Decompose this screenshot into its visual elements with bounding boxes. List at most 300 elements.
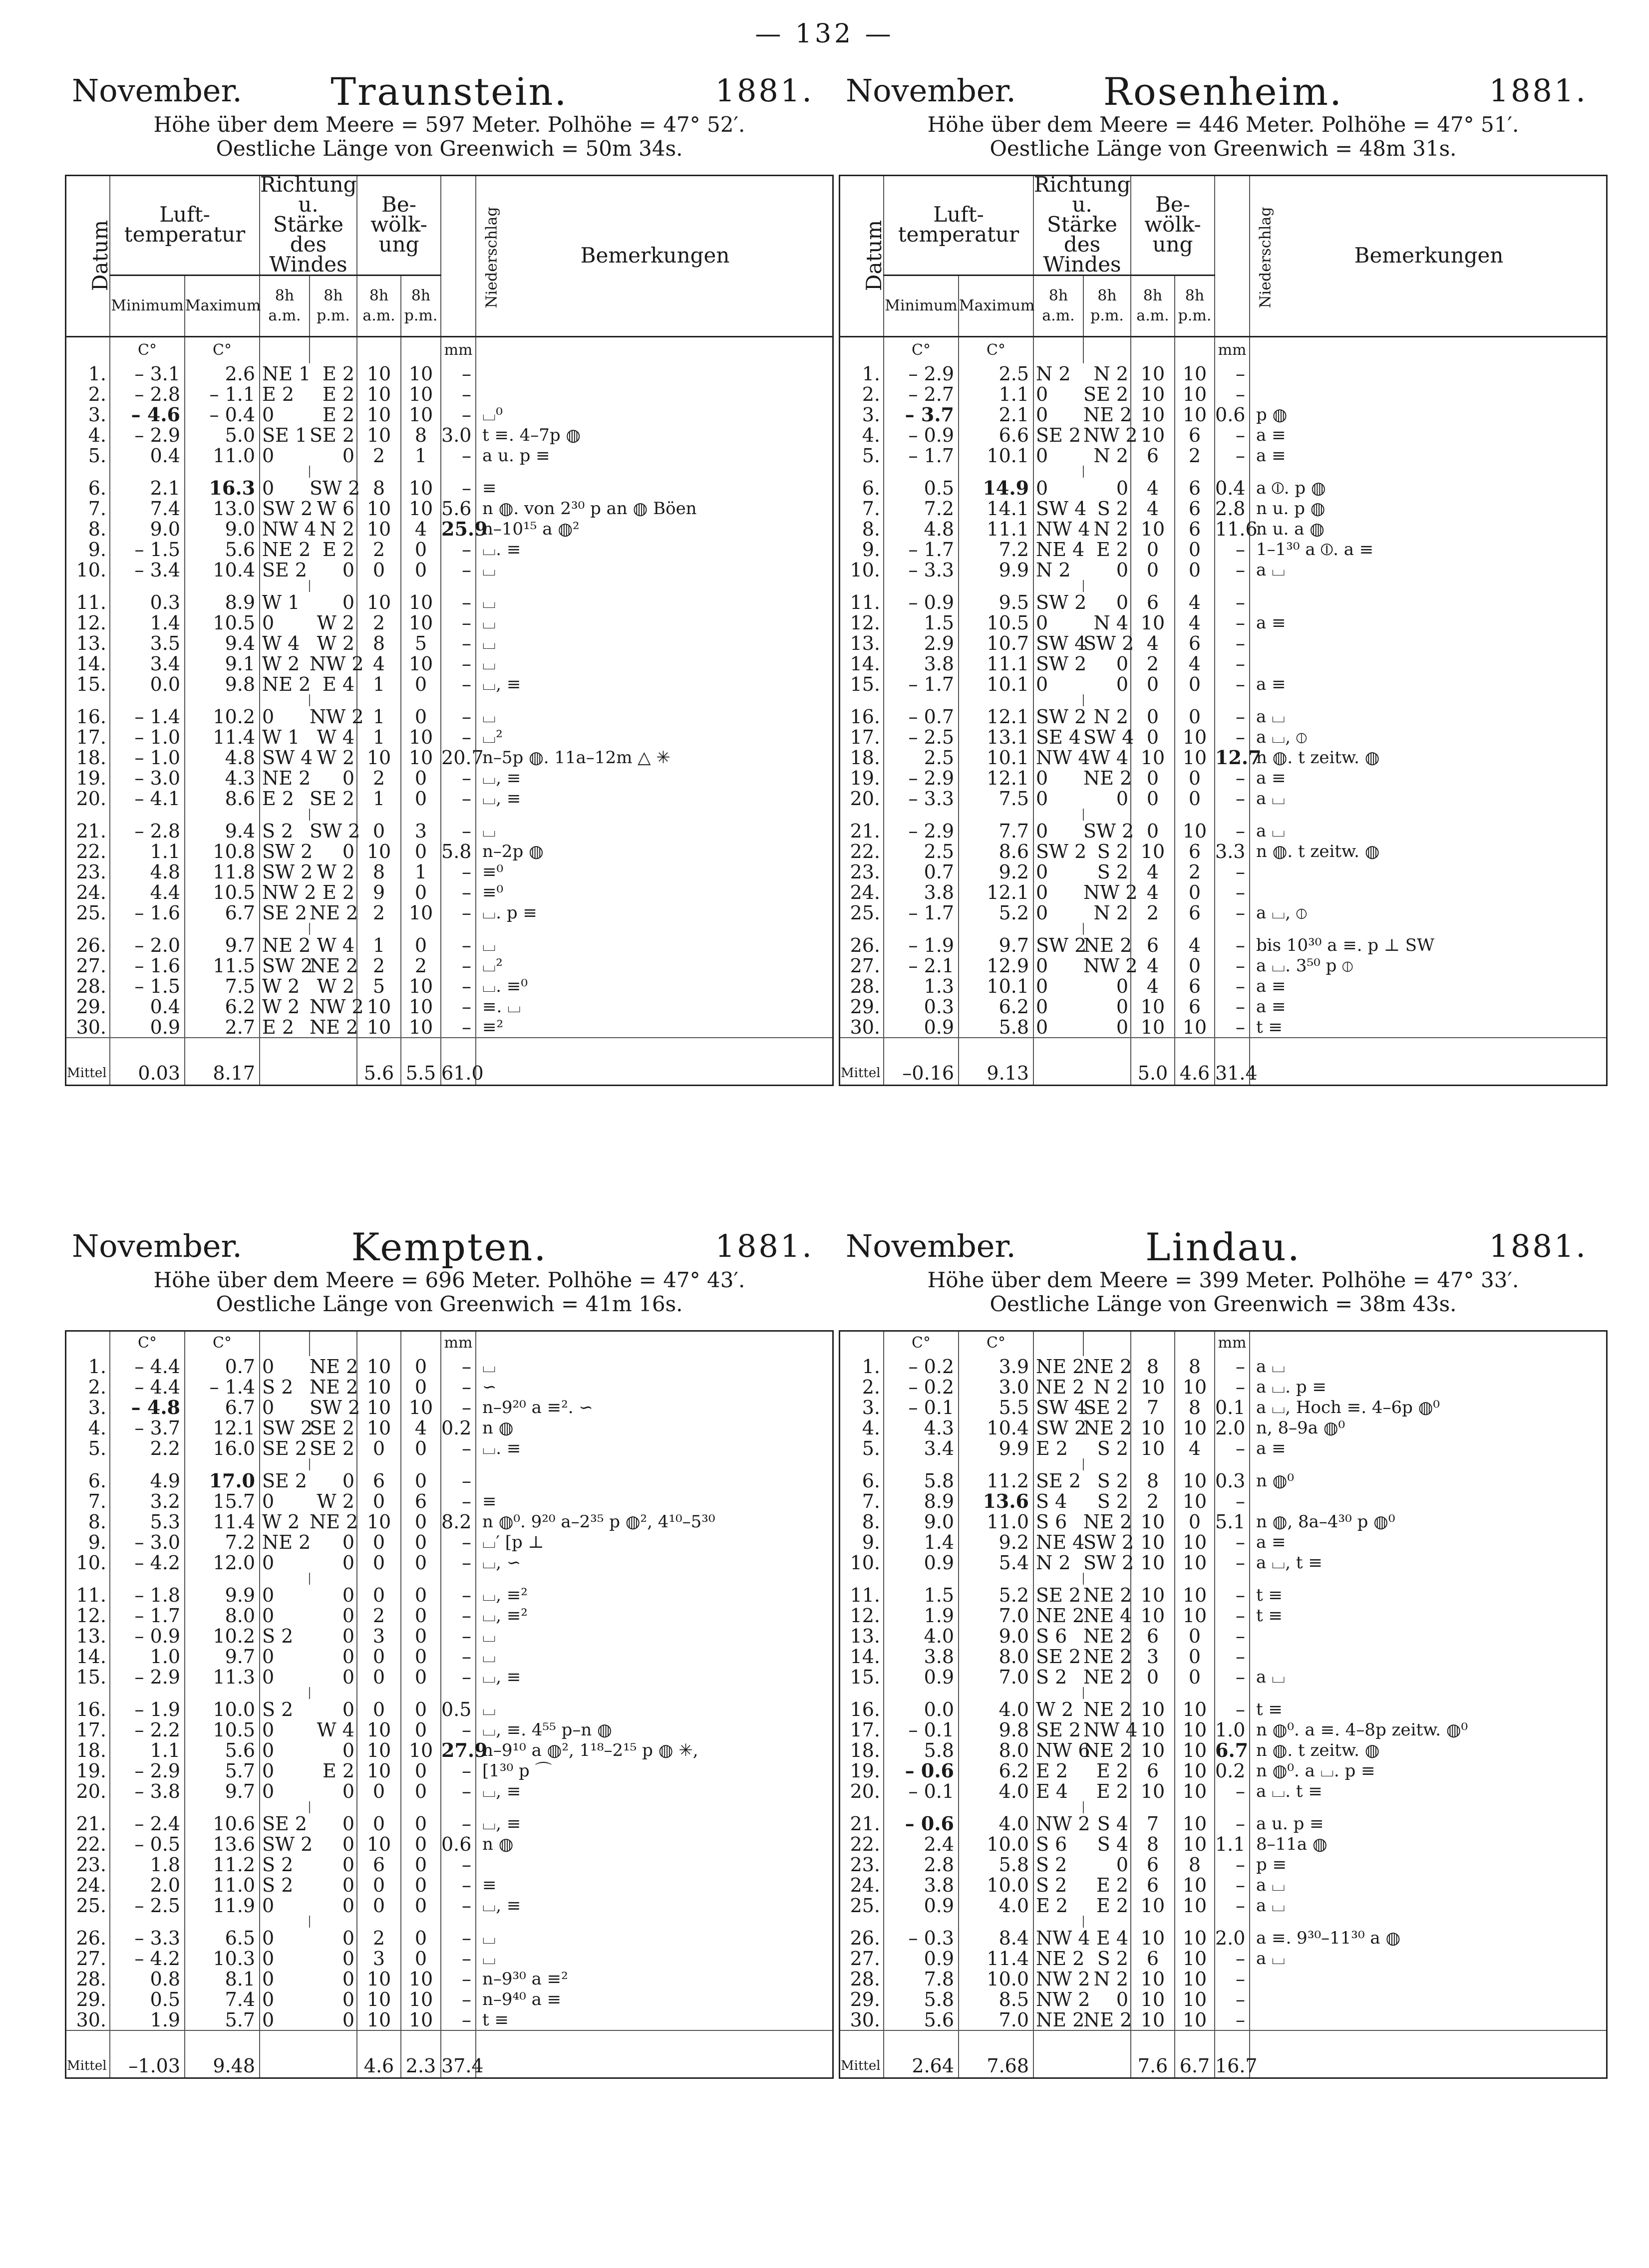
cell-clouds-pm: 0 xyxy=(401,1377,441,1397)
mittel-precip: 31.4 xyxy=(1215,1038,1250,1086)
cell-wind-pm: S 2 xyxy=(1083,841,1131,861)
cell-max-temp: 12.1 xyxy=(959,768,1033,788)
cell-remarks: a ≡ xyxy=(1256,976,1286,996)
station-name: Kempten. xyxy=(351,1225,548,1269)
cell-wind-am: SW 2 xyxy=(1036,1417,1087,1439)
cell-wind-am: SW 2 xyxy=(1036,652,1087,675)
cell-datum: 11. xyxy=(839,592,884,612)
cell-min-temp: 0.7 xyxy=(884,861,959,882)
cell-precip: 0.4 xyxy=(1215,478,1250,498)
cell-wind-am: 0 xyxy=(1036,901,1048,924)
cell-wind-pm: 0 xyxy=(310,768,357,788)
cell-wind-am: S 6 xyxy=(1036,1625,1067,1647)
cell-clouds-am: 10 xyxy=(1131,2009,1175,2030)
page-number: — 132 — xyxy=(755,19,894,49)
cell-clouds-am: 2 xyxy=(357,445,401,466)
cell-wind-pm: NE 2 xyxy=(310,1510,358,1533)
cell-wind-pm: NE 2 xyxy=(1083,403,1132,426)
cell-max-temp: 9.9 xyxy=(185,1585,260,1605)
cell-remarks: n ◍⁰. a ≡. 4–8p zeitw. ◍⁰ xyxy=(1256,1719,1468,1740)
cell-max-temp: 8.6 xyxy=(959,841,1033,861)
cell-wind-pm: 0 xyxy=(1083,560,1131,580)
cell-max-temp: 4.0 xyxy=(959,1813,1033,1834)
cell-clouds-pm: 10 xyxy=(1175,1760,1215,1781)
cell-remarks: a ⌴ xyxy=(1256,560,1286,580)
cell-max-temp: – 1.1 xyxy=(185,384,260,404)
cell-datum: 1. xyxy=(839,363,884,384)
cell-clouds-pm: 10 xyxy=(1175,1875,1215,1895)
cell-clouds-am: 10 xyxy=(1131,519,1175,539)
cell-clouds-am: 2 xyxy=(357,902,401,923)
cell-clouds-am: 10 xyxy=(1131,1438,1175,1458)
cell-clouds-pm: 0 xyxy=(1175,1626,1215,1646)
cell-min-temp: 1.9 xyxy=(110,2009,185,2030)
cell-wind-am: SW 2 xyxy=(1036,934,1087,956)
cell-min-temp: – 2.9 xyxy=(884,363,959,384)
cell-clouds-am: 6 xyxy=(1131,1760,1175,1781)
cell-clouds-am: 10 xyxy=(357,1834,401,1854)
cell-wind-pm: W 2 xyxy=(310,612,357,633)
cell-clouds-am: 10 xyxy=(1131,612,1175,633)
cell-wind-pm: SW 2 xyxy=(1083,632,1134,654)
cell-clouds-am: 6 xyxy=(357,1470,401,1491)
cell-clouds-pm: 1 xyxy=(401,861,441,882)
cell-wind-am: SW 2 xyxy=(262,1833,313,1855)
cell-precip: 6.7 xyxy=(1215,1740,1250,1760)
cell-max-temp: 11.3 xyxy=(185,1667,260,1687)
cell-clouds-am: 2 xyxy=(1131,902,1175,923)
cell-remarks: n–5p ◍. 11a–12m △ ✳ xyxy=(482,747,670,768)
mittel-max: 9.13 xyxy=(959,1038,1033,1086)
cell-precip: – xyxy=(441,1552,476,1573)
station-longitude-line: Oestliche Länge von Greenwich = 50m 34s. xyxy=(216,136,683,161)
cell-remarks: t ≡. 4–7p ◍ xyxy=(482,425,581,445)
cell-precip: 0.2 xyxy=(1215,1760,1250,1781)
cell-datum: 22. xyxy=(839,841,884,861)
cell-precip: – xyxy=(441,384,476,404)
cell-remarks: 8–11a ◍ xyxy=(1256,1834,1327,1854)
cell-min-temp: 1.9 xyxy=(884,1605,959,1626)
cell-min-temp: 5.6 xyxy=(884,2009,959,2030)
cell-min-temp: 2.2 xyxy=(110,1438,185,1458)
cell-wind-pm: SE 2 xyxy=(310,425,357,445)
cell-clouds-pm: 4 xyxy=(1175,653,1215,674)
cell-wind-pm: NE 2 xyxy=(1083,1666,1132,1688)
cell-wind-am: 0 xyxy=(262,1968,275,1990)
cell-wind-am: NE 2 xyxy=(262,1531,311,1553)
cell-remarks: a ≡ xyxy=(1256,996,1286,1017)
cell-max-temp: 8.5 xyxy=(959,1989,1033,2009)
cell-wind-pm: 0 xyxy=(310,1532,357,1552)
cell-precip: 1.0 xyxy=(1215,1719,1250,1740)
cell-clouds-am: 4 xyxy=(1131,478,1175,498)
cell-wind-pm: E 2 xyxy=(1083,1781,1131,1801)
cell-precip: 0.5 xyxy=(441,1699,476,1719)
cell-max-temp: 12.1 xyxy=(959,706,1033,727)
cell-datum: 26. xyxy=(65,935,110,955)
cell-max-temp: 16.0 xyxy=(185,1438,260,1458)
cell-max-temp: 2.7 xyxy=(185,1017,260,1038)
mittel-label: Mittel xyxy=(65,2030,110,2079)
cell-max-temp: 10.7 xyxy=(959,633,1033,653)
cell-max-temp: 6.5 xyxy=(185,1928,260,1948)
cell-wind-am: SE 2 xyxy=(1036,1718,1081,1741)
cell-max-temp: 11.8 xyxy=(185,861,260,882)
cell-clouds-pm: 10 xyxy=(1175,1552,1215,1573)
cell-min-temp: – 1.7 xyxy=(884,445,959,466)
cell-remarks: ⌴ xyxy=(482,706,496,727)
cell-max-temp: 5.7 xyxy=(185,2009,260,2030)
cell-datum: 30. xyxy=(839,2009,884,2030)
cell-remarks: a ≡ xyxy=(1256,445,1286,466)
cell-wind-am: W 2 xyxy=(262,975,300,997)
cell-clouds-am: 1 xyxy=(357,727,401,747)
cell-wind-am: E 2 xyxy=(1036,1759,1068,1782)
cell-clouds-pm: 0 xyxy=(1175,768,1215,788)
cell-min-temp: – 3.7 xyxy=(110,1418,185,1438)
cell-datum: 12. xyxy=(65,1605,110,1626)
cell-clouds-am: 10 xyxy=(357,363,401,384)
cell-precip: – xyxy=(1215,1781,1250,1801)
cell-remarks: a ≡ xyxy=(1256,612,1286,633)
cell-clouds-am: 8 xyxy=(1131,1470,1175,1491)
cell-precip: – xyxy=(441,560,476,580)
cell-min-temp: 3.4 xyxy=(884,1438,959,1458)
cell-clouds-pm: 0 xyxy=(1175,539,1215,560)
cell-min-temp: – 2.9 xyxy=(884,821,959,841)
cell-remarks: a ⦶. p ◍ xyxy=(1256,478,1326,498)
cell-remarks: n ◍. t zeitw. ◍ xyxy=(1256,841,1380,861)
station-header xyxy=(65,69,834,177)
unit-cell: C° xyxy=(884,1330,959,1356)
cell-wind-am: SE 2 xyxy=(262,901,308,924)
cell-clouds-am: 0 xyxy=(357,821,401,841)
cell-precip: 27.9 xyxy=(441,1738,488,1761)
cell-precip: – xyxy=(1215,363,1250,384)
cell-clouds-pm: 0 xyxy=(1175,706,1215,727)
cell-clouds-am: 0 xyxy=(1131,706,1175,727)
cell-wind-am: 0 xyxy=(262,1604,275,1627)
cell-clouds-pm: 8 xyxy=(401,425,441,445)
cell-clouds-pm: 10 xyxy=(401,902,441,923)
station-longitude-line: Oestliche Länge von Greenwich = 48m 31s. xyxy=(989,136,1457,161)
cell-max-temp: 9.4 xyxy=(185,821,260,841)
cell-wind-am: SW 4 xyxy=(262,746,313,769)
cell-precip: 0.2 xyxy=(441,1418,476,1438)
cell-min-temp: – 2.8 xyxy=(110,821,185,841)
cell-wind-pm: W 2 xyxy=(310,633,357,653)
cell-clouds-am: 10 xyxy=(357,1377,401,1397)
cell-precip: – xyxy=(441,1667,476,1687)
cell-min-temp: – 0.1 xyxy=(884,1719,959,1740)
cell-min-temp: 0.4 xyxy=(110,445,185,466)
cell-wind-pm: NE 2 xyxy=(1083,1739,1132,1761)
cell-min-temp: – 4.2 xyxy=(110,1552,185,1573)
cell-datum: 18. xyxy=(65,1740,110,1760)
cell-datum: 18. xyxy=(839,747,884,768)
cell-min-temp: 1.5 xyxy=(884,1585,959,1605)
cell-precip: – xyxy=(1215,1667,1250,1687)
cell-clouds-pm: 6 xyxy=(1175,498,1215,519)
cell-wind-am: S 2 xyxy=(262,1853,294,1876)
cell-wind-pm: S 4 xyxy=(1083,1813,1131,1834)
cell-clouds-am: 1 xyxy=(357,788,401,809)
cell-wind-am: S 2 xyxy=(262,1625,294,1647)
cell-datum: 29. xyxy=(839,1989,884,2009)
cell-clouds-am: 0 xyxy=(357,1781,401,1801)
cell-min-temp: – 3.0 xyxy=(110,768,185,788)
cell-datum: 25. xyxy=(65,902,110,923)
cell-clouds-pm: 4 xyxy=(401,519,441,539)
cell-clouds-pm: 10 xyxy=(1175,1969,1215,1989)
cell-max-temp: 11.2 xyxy=(959,1470,1033,1491)
cell-remarks: a ⌴, t ≡ xyxy=(1256,1552,1322,1573)
cell-precip: – xyxy=(441,1813,476,1834)
cell-wind-pm: N 2 xyxy=(310,519,357,539)
cell-wind-pm: 0 xyxy=(310,1875,357,1895)
cell-clouds-am: 6 xyxy=(1131,935,1175,955)
cell-clouds-pm: 10 xyxy=(401,1397,441,1418)
cell-remarks: a ⌴ xyxy=(1256,1875,1286,1895)
cell-precip: – xyxy=(441,821,476,841)
cell-min-temp: – 1.0 xyxy=(110,727,185,747)
cell-max-temp: 10.1 xyxy=(959,445,1033,466)
cell-max-temp: 17.0 xyxy=(185,1470,260,1491)
cell-min-temp: 1.4 xyxy=(884,1532,959,1552)
cell-clouds-am: 4 xyxy=(1131,498,1175,519)
cell-wind-am: W 2 xyxy=(262,1510,300,1533)
cell-wind-am: 0 xyxy=(262,1355,275,1378)
cell-precip: – xyxy=(441,1875,476,1895)
cell-max-temp: 9.0 xyxy=(959,1626,1033,1646)
cell-min-temp: 3.5 xyxy=(110,633,185,653)
cell-precip: – xyxy=(441,612,476,633)
cell-datum: 23. xyxy=(839,861,884,882)
header-niederschlag-label: Niederschlag xyxy=(1257,206,1275,308)
cell-datum: 17. xyxy=(839,1719,884,1740)
cell-wind-pm: NE 2 xyxy=(1083,1625,1132,1647)
cell-min-temp: – 3.7 xyxy=(884,404,959,425)
cell-datum: 5. xyxy=(65,1438,110,1458)
unit-cell: mm xyxy=(1215,337,1250,364)
cell-datum: 25. xyxy=(65,1895,110,1916)
cell-datum: 26. xyxy=(839,935,884,955)
cell-clouds-pm: 10 xyxy=(1175,1813,1215,1834)
cell-wind-pm: W 2 xyxy=(310,861,357,882)
cell-datum: 1. xyxy=(65,363,110,384)
cell-min-temp: – 1.4 xyxy=(110,706,185,727)
cell-min-temp: 0.3 xyxy=(884,996,959,1017)
cell-wind-pm: W 4 xyxy=(310,935,357,955)
cell-wind-pm: 0 xyxy=(1083,674,1131,694)
cell-precip: 11.6 xyxy=(1215,518,1258,540)
cell-wind-am: SW 4 xyxy=(1036,1396,1087,1418)
cell-clouds-am: 2 xyxy=(357,955,401,976)
cell-max-temp: 5.8 xyxy=(959,1854,1033,1875)
cell-max-temp: 6.2 xyxy=(959,1760,1033,1781)
mittel-clouds-pm: 6.7 xyxy=(1175,2030,1215,2079)
cell-wind-pm: 0 xyxy=(310,1989,357,2009)
cell-clouds-am: 10 xyxy=(1131,1699,1175,1719)
cell-remarks: a ⌴ xyxy=(1256,1948,1286,1969)
unit-cell: C° xyxy=(959,337,1033,364)
cell-remarks: n ◍ xyxy=(482,1834,514,1854)
station-longitude-line: Oestliche Länge von Greenwich = 38m 43s. xyxy=(989,1292,1457,1316)
cell-max-temp: 9.9 xyxy=(959,560,1033,580)
cell-max-temp: 11.5 xyxy=(185,955,260,976)
cell-clouds-am: 7 xyxy=(1131,1813,1175,1834)
cell-remarks: n u. p ◍ xyxy=(1256,498,1325,519)
cell-clouds-pm: 10 xyxy=(1175,2009,1215,2030)
cell-max-temp: 8.4 xyxy=(959,1928,1033,1948)
cell-wind-am: NE 2 xyxy=(262,934,311,956)
cell-precip: – xyxy=(1215,1605,1250,1626)
cell-wind-pm: 0 xyxy=(310,1552,357,1573)
header-bemerkungen: Bemerkungen xyxy=(1250,175,1608,337)
cell-precip: – xyxy=(1215,1699,1250,1719)
unit-cell: C° xyxy=(185,337,260,364)
mittel-max: 7.68 xyxy=(959,2030,1033,2079)
cell-clouds-am: 2 xyxy=(1131,653,1175,674)
cell-max-temp: 3.0 xyxy=(959,1377,1033,1397)
cell-max-temp: 9.4 xyxy=(185,633,260,653)
cell-datum: 24. xyxy=(65,882,110,902)
cell-datum: 20. xyxy=(839,788,884,809)
cell-min-temp: – 1.8 xyxy=(110,1585,185,1605)
cell-max-temp: 3.9 xyxy=(959,1356,1033,1377)
cell-clouds-pm: 6 xyxy=(1175,841,1215,861)
cell-wind-pm: N 2 xyxy=(1083,902,1131,923)
cell-wind-am: 0 xyxy=(262,2008,275,2031)
cell-clouds-am: 10 xyxy=(1131,1719,1175,1740)
cell-max-temp: 5.6 xyxy=(185,1740,260,1760)
cell-datum: 30. xyxy=(65,2009,110,2030)
cell-clouds-am: 10 xyxy=(357,498,401,519)
cell-max-temp: 10.0 xyxy=(959,1834,1033,1854)
cell-min-temp: – 2.5 xyxy=(884,727,959,747)
cell-wind-am: N 2 xyxy=(1036,362,1071,385)
cell-wind-am: S 2 xyxy=(262,820,294,842)
cell-clouds-am: 8 xyxy=(1131,1834,1175,1854)
cell-wind-am: 0 xyxy=(1036,787,1048,810)
cell-max-temp: 10.5 xyxy=(185,882,260,902)
cell-wind-pm: W 4 xyxy=(1083,747,1131,768)
cell-min-temp: 5.3 xyxy=(110,1511,185,1532)
cell-clouds-am: 4 xyxy=(1131,861,1175,882)
cell-wind-am: SE 2 xyxy=(1036,1469,1081,1492)
cell-precip: 12.7 xyxy=(1215,746,1262,769)
cell-precip: – xyxy=(1215,861,1250,882)
cell-wind-am: SW 2 xyxy=(1036,705,1087,728)
cell-wind-pm: S 2 xyxy=(1083,1948,1131,1969)
cell-datum: 4. xyxy=(839,1418,884,1438)
cell-clouds-am: 0 xyxy=(357,1491,401,1511)
cell-max-temp: 10.8 xyxy=(185,841,260,861)
cell-precip: 2.8 xyxy=(1215,498,1250,519)
cell-clouds-pm: 10 xyxy=(1175,1377,1215,1397)
mittel-precip: 37.4 xyxy=(441,2030,476,2079)
cell-datum: 27. xyxy=(839,955,884,976)
cell-precip: 2.0 xyxy=(1215,1418,1250,1438)
cell-min-temp: 3.8 xyxy=(884,882,959,902)
cell-min-temp: – 1.7 xyxy=(110,1605,185,1626)
cell-min-temp: – 4.4 xyxy=(110,1377,185,1397)
cell-wind-am: 0 xyxy=(1036,995,1048,1018)
cell-remarks: n–9³⁰ a ≡² xyxy=(482,1969,568,1989)
station-block-kempten xyxy=(65,1225,834,2256)
cell-wind-pm: 0 xyxy=(310,1470,357,1491)
cell-clouds-pm: 10 xyxy=(1175,1948,1215,1969)
cell-datum: 8. xyxy=(65,519,110,539)
cell-clouds-pm: 0 xyxy=(401,1875,441,1895)
cell-clouds-am: 4 xyxy=(357,653,401,674)
cell-datum: 2. xyxy=(839,1377,884,1397)
cell-wind-am: S 6 xyxy=(1036,1510,1067,1533)
cell-clouds-am: 10 xyxy=(357,1418,401,1438)
cell-wind-am: 0 xyxy=(262,1584,275,1606)
cell-wind-pm: N 2 xyxy=(1083,706,1131,727)
cell-precip: – xyxy=(1215,727,1250,747)
cell-clouds-am: 10 xyxy=(357,1989,401,2009)
cell-max-temp: 7.2 xyxy=(185,1532,260,1552)
cell-min-temp: 0.3 xyxy=(110,592,185,612)
unit-cell: C° xyxy=(884,337,959,364)
cell-clouds-pm: 0 xyxy=(401,1532,441,1552)
cell-precip: 0.1 xyxy=(1215,1397,1250,1418)
mittel-clouds-am: 5.0 xyxy=(1131,1038,1175,1086)
cell-min-temp: – 1.7 xyxy=(884,674,959,694)
cell-wind-pm: NE 2 xyxy=(1083,934,1132,956)
cell-datum: 3. xyxy=(839,404,884,425)
cell-max-temp: 7.0 xyxy=(959,2009,1033,2030)
cell-clouds-am: 0 xyxy=(357,1438,401,1458)
cell-wind-pm: SW 2 xyxy=(1083,1531,1134,1553)
cell-clouds-pm: 0 xyxy=(1175,955,1215,976)
cell-max-temp: 12.1 xyxy=(959,882,1033,902)
cell-datum: 13. xyxy=(65,1626,110,1646)
cell-remarks: ≡ xyxy=(482,1491,497,1511)
cell-max-temp: 5.2 xyxy=(959,902,1033,923)
cell-wind-am: S 4 xyxy=(1036,1490,1067,1512)
cell-wind-pm: 0 xyxy=(310,2009,357,2030)
cell-wind-am: SW 2 xyxy=(262,840,313,862)
header-maximum: Maximum xyxy=(185,276,260,337)
cell-wind-am: NW 4 xyxy=(1036,746,1090,769)
cell-clouds-am: 1 xyxy=(357,935,401,955)
cell-wind-am: 0 xyxy=(1036,860,1048,883)
cell-wind-am: 0 xyxy=(262,1894,275,1917)
cell-max-temp: 13.0 xyxy=(185,498,260,519)
cell-max-temp: 10.2 xyxy=(185,1626,260,1646)
cell-datum: 16. xyxy=(65,706,110,727)
cell-wind-pm: 0 xyxy=(1083,996,1131,1017)
cell-max-temp: 12.0 xyxy=(185,1552,260,1573)
cell-clouds-pm: 2 xyxy=(401,955,441,976)
cell-wind-am: NW 2 xyxy=(262,881,317,903)
cell-clouds-am: 10 xyxy=(357,1760,401,1781)
cell-remarks: n ◍⁰ xyxy=(1256,1470,1295,1491)
unit-cell: mm xyxy=(441,1330,476,1356)
cell-datum: 16. xyxy=(839,706,884,727)
cell-clouds-pm: 0 xyxy=(401,1928,441,1948)
cell-remarks: ≡⁰ xyxy=(482,861,504,882)
cell-datum: 23. xyxy=(839,1854,884,1875)
cell-max-temp: 12.1 xyxy=(185,1418,260,1438)
cell-min-temp: 2.0 xyxy=(110,1875,185,1895)
cell-min-temp: 1.0 xyxy=(110,1646,185,1667)
cell-datum: 9. xyxy=(839,539,884,560)
cell-max-temp: 10.2 xyxy=(185,706,260,727)
